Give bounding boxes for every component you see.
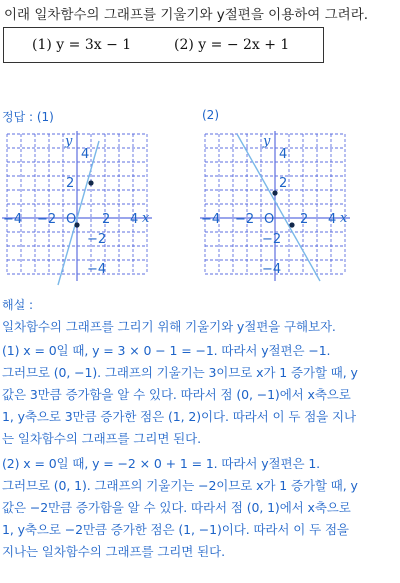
tick-label-y-neg2: −2 (262, 232, 282, 247)
question-prompt: 이래 일차함수의 그래프를 기울기와 y절편을 이용하여 그려라. (4, 7, 369, 23)
answer-label-2: (2) (202, 108, 219, 122)
solution-1-line-3: 값은 3만큼 증가함을 알 수 있다. 따라서 점 (0, −1)에서 x축으로 (2, 387, 351, 402)
origin-label: O (66, 212, 77, 227)
x-axis-label: x (142, 211, 150, 226)
axes (200, 131, 350, 281)
y-axis-label: y (65, 134, 73, 149)
solution-1-line-2: 그러므로 (0, −1). 그래프의 기울기는 3이므로 x가 1 증가할 때, y (2, 365, 358, 380)
equation-1: (1) y = 3x − 1 (32, 37, 132, 53)
point-second (289, 222, 294, 227)
tick-label-x-4: 4 (328, 212, 337, 227)
y-axis-label: y (263, 134, 271, 149)
tick-label-y-4: 4 (279, 147, 288, 162)
answer-label: 정답 : (1) (2, 110, 54, 124)
tick-label-x-neg4: −4 (3, 212, 23, 227)
solution-1-line-1: (1) x = 0일 때, y = 3 × 0 − 1 = −1. 따라서 y절편은 −1. (2, 343, 331, 358)
tick-label-y-neg4: −4 (87, 262, 107, 277)
tick-label-y-2: 2 (279, 176, 288, 191)
point-second (88, 180, 93, 185)
tick-label-x-2: 2 (102, 212, 111, 227)
tick-label-y-4: 4 (81, 147, 90, 162)
solution-1-line-4: 1, y축으로 3만큼 증가한 점은 (1, 2)이다. 따라서 이 두 점을 지나 (2, 409, 356, 424)
tick-label-x-neg2: −2 (235, 212, 255, 227)
solution-1-line-5: 는 일차함수의 그래프를 그리면 된다. (2, 431, 201, 446)
tick-label-x-2: 2 (300, 212, 309, 227)
equation-2: (2) y = − 2x + 1 (174, 37, 290, 53)
solution-2-line-4: 1, y축으로 −2만큼 증가한 점은 (1, −1)이다. 따라서 이 두 점을 (2, 522, 349, 537)
tick-label-x-neg2: −2 (37, 212, 57, 227)
axes (2, 131, 152, 281)
solution-2-line-5: 지나는 일차함수의 그래프를 그리면 된다. (2, 544, 225, 559)
solution-2-line-1: (2) x = 0일 때, y = −2 × 0 + 1 = 1. 따라서 y절편은 1. (2, 456, 321, 471)
solution-heading: 해설 : (2, 298, 34, 312)
graph-2 (200, 131, 352, 287)
tick-label-y-neg4: −4 (262, 262, 282, 277)
equations-box (3, 27, 324, 63)
tick-label-x-4: 4 (130, 212, 139, 227)
origin-label: O (264, 212, 275, 227)
graph-1 (2, 131, 154, 287)
solution-2-line-3: 값은 −2만큼 증가함을 알 수 있다. 따라서 점 (0, 1)에서 x축으로 (2, 500, 351, 515)
x-axis-label: x (340, 211, 348, 226)
tick-label-x-neg4: −4 (201, 212, 221, 227)
tick-label-y-2: 2 (66, 176, 75, 191)
point-intercept (272, 190, 277, 195)
solution-2-line-2: 그러므로 (0, 1). 그래프의 기울기는 −2이므로 x가 1 증가할 때, y (2, 478, 358, 493)
tick-label-y-neg2: −2 (87, 232, 107, 247)
solution-intro: 일차함수의 그래프를 그리기 위해 기울기와 y절편을 구해보자. (2, 319, 336, 334)
